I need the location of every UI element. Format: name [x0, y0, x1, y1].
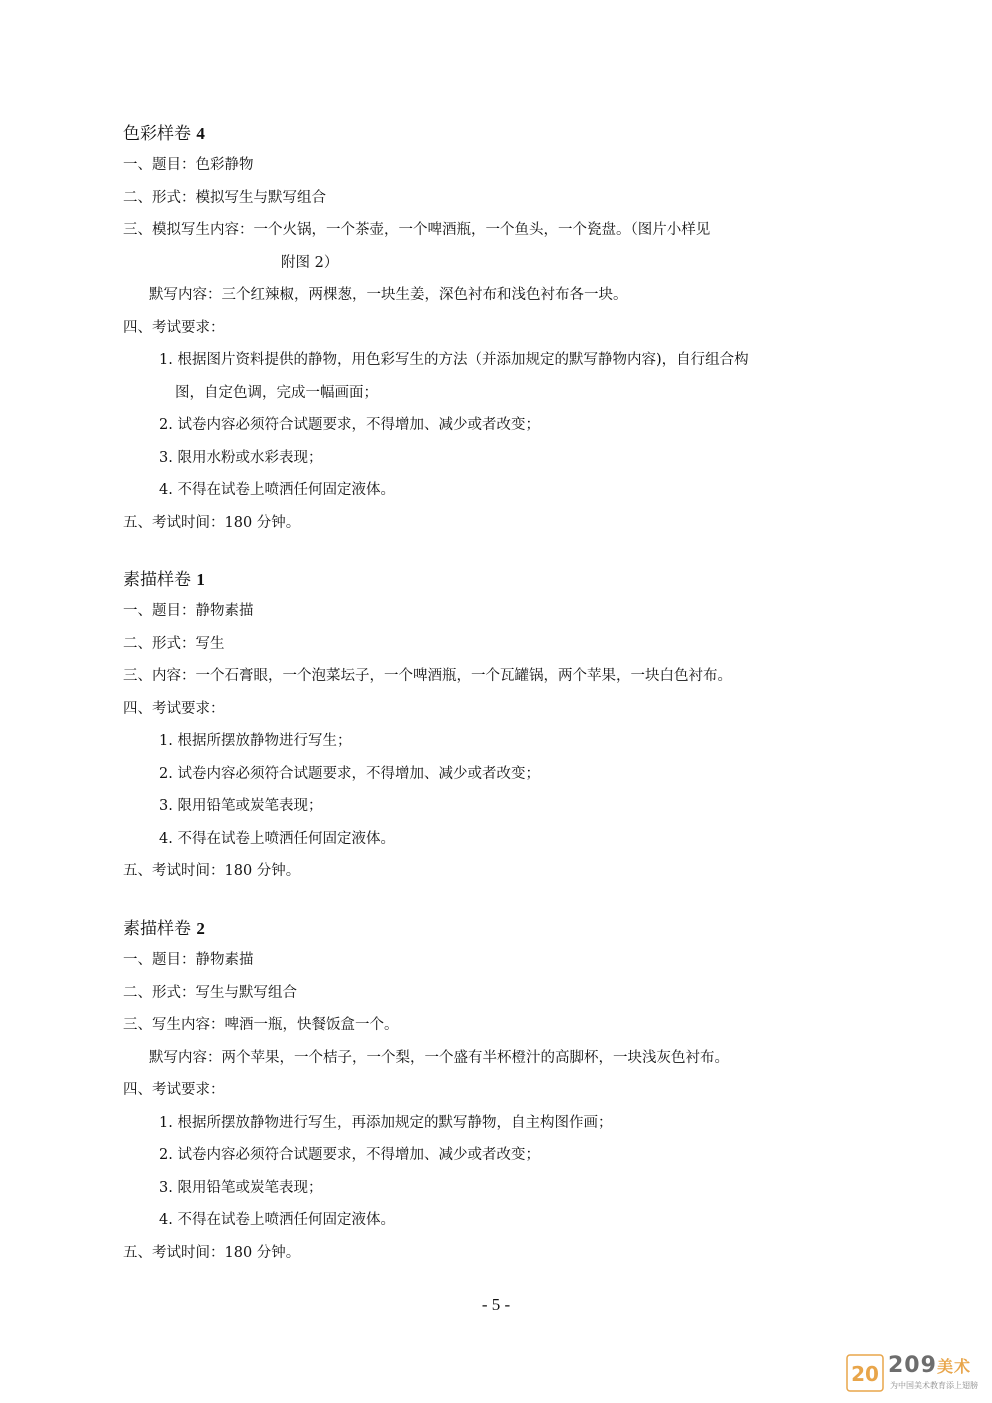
requirement-item-1: 1. 根据图片资料提供的静物，用色彩写生的方法（并添加规定的默写静物内容)，自行组合构: [159, 352, 749, 368]
requirement-item-4: 4. 不得在试卷上喷洒任何固定液体。: [159, 482, 395, 498]
watermark-logo-icon: [846, 1354, 884, 1392]
content-line: 三、模拟写生内容：一个火锅，一个茶壶，一个啤酒瓶，一个鱼头，一个瓷盘。（图片小样见: [123, 222, 711, 238]
content-line: 三、写生内容：啤酒一瓶，快餐饭盒一个。: [123, 1017, 399, 1033]
requirement-item-3: 3. 限用水粉或水彩表现；: [159, 449, 323, 466]
content-line: 三、内容：一个石膏眼，一个泡菜坛子，一个啤酒瓶，一个瓦罐锅，两个苹果，一块白色衬布。: [123, 668, 732, 684]
section-title: 色彩样卷 4: [123, 124, 205, 144]
section-sketch-sample-1: [123, 565, 883, 888]
exam-time-line: 五、考试时间：180 分钟。: [123, 863, 301, 879]
requirement-item-1: 1. 根据所摆放静物进行写生；: [159, 733, 352, 749]
exam-time-line: 五、考试时间：180 分钟。: [123, 514, 301, 531]
page-number: - 5 -: [481, 1295, 511, 1314]
requirement-item-1-continued: 图，自定色调，完成一幅画面；: [175, 384, 378, 401]
requirement-item-1: 1. 根据所摆放静物进行写生，再添加规定的默写静物，自主构图作画；: [159, 1114, 613, 1131]
section-color-sample-4: [123, 119, 883, 539]
section-sketch-sample-2: [123, 914, 883, 1269]
requirement-item-4: 4. 不得在试卷上喷洒任何固定液体。: [159, 830, 395, 847]
format-line: 二、形式：模拟写生与默写组合: [123, 189, 326, 206]
watermark-logo-text: 20: [851, 1362, 879, 1386]
watermark-brand: 209美术: [888, 1353, 971, 1378]
requirement-item-2: 2. 试卷内容必须符合试题要求，不得增加、减少或者改变；: [159, 765, 540, 782]
watermark-tagline: 为中国美术教育添上翅膀: [890, 1381, 978, 1390]
requirement-item-2: 2. 试卷内容必须符合试题要求，不得增加、减少或者改变；: [159, 417, 540, 433]
requirements-heading: 四、考试要求：: [123, 319, 225, 336]
content-line-continued: 附图 2）: [281, 254, 339, 271]
format-line: 二、形式：写生与默写组合: [123, 984, 297, 1001]
requirement-item-2: 2. 试卷内容必须符合试题要求，不得增加、减少或者改变；: [159, 1147, 540, 1163]
requirement-item-4: 4. 不得在试卷上喷洒任何固定液体。: [159, 1212, 395, 1228]
exam-time-line: 五、考试时间：180 分钟。: [123, 1244, 301, 1261]
requirement-item-3: 3. 限用铅笔或炭笔表现；: [159, 1179, 323, 1196]
topic-line: 一、题目：色彩静物: [123, 157, 254, 173]
requirement-item-3: 3. 限用铅笔或炭笔表现；: [159, 798, 323, 814]
section-title: 素描样卷 2: [123, 919, 205, 939]
memory-content-line: 默写内容：三个红辣椒，两棵葱，一块生姜，深色衬布和浅色衬布各一块。: [149, 287, 628, 303]
watermark: [846, 1354, 990, 1394]
topic-line: 一、题目：静物素描: [123, 603, 254, 619]
topic-line: 一、题目：静物素描: [123, 952, 254, 968]
requirements-heading: 四、考试要求：: [123, 700, 225, 717]
section-title: 素描样卷 1: [123, 570, 205, 590]
requirements-heading: 四、考试要求：: [123, 1082, 225, 1098]
memory-content-line: 默写内容：两个苹果，一个桔子，一个梨，一个盛有半杯橙汁的高脚杯，一块浅灰色衬布。: [149, 1049, 729, 1066]
format-line: 二、形式：写生: [123, 635, 225, 652]
